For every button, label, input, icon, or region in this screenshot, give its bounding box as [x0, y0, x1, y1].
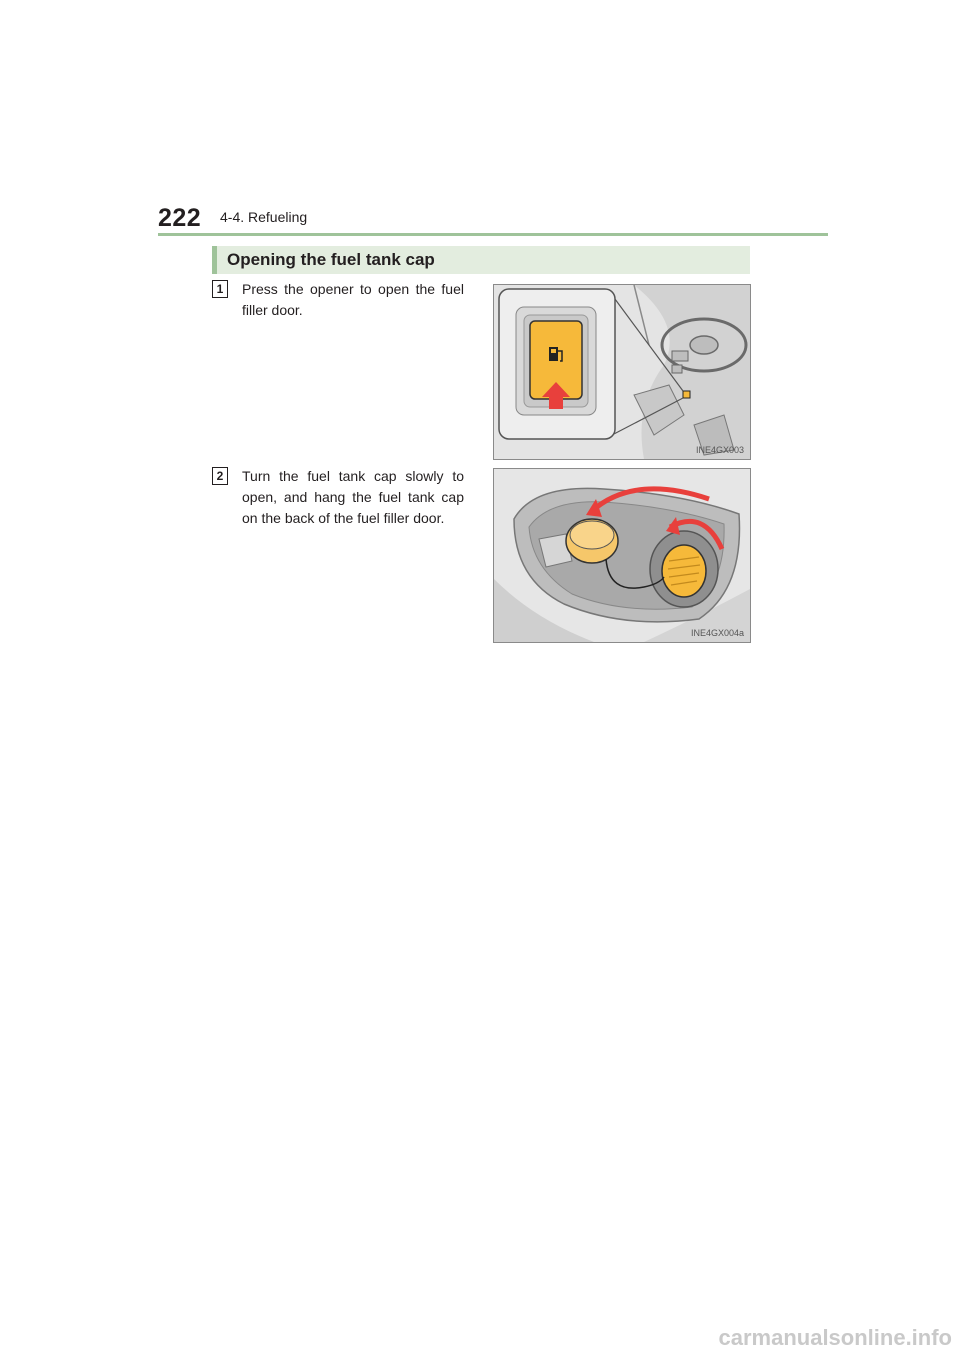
watermark: carmanualsonline.info: [718, 1325, 952, 1350]
step-text-2: Turn the fuel tank cap slowly to open, and hang the fuel tank cap on the back of the fuel filler door.: [242, 468, 464, 526]
figure-code-1: INE4GX003: [695, 445, 744, 455]
section-reference: 4-4. Refueling: [220, 209, 308, 225]
step-text-1: Press the opener to open the fuel filler door.: [242, 281, 464, 318]
header-rule: [158, 233, 828, 236]
figure-code-2: INE4GX004a: [690, 628, 744, 638]
section-heading-bar: [212, 246, 750, 274]
step-number-2: 2: [212, 467, 228, 485]
figure-fuel-tank-cap: [493, 468, 751, 643]
figure-fuel-door-opener: [493, 284, 751, 460]
page-number: 222: [158, 204, 202, 232]
section-heading: Opening the fuel tank cap: [227, 250, 435, 269]
step-number-1: 1: [212, 280, 228, 298]
